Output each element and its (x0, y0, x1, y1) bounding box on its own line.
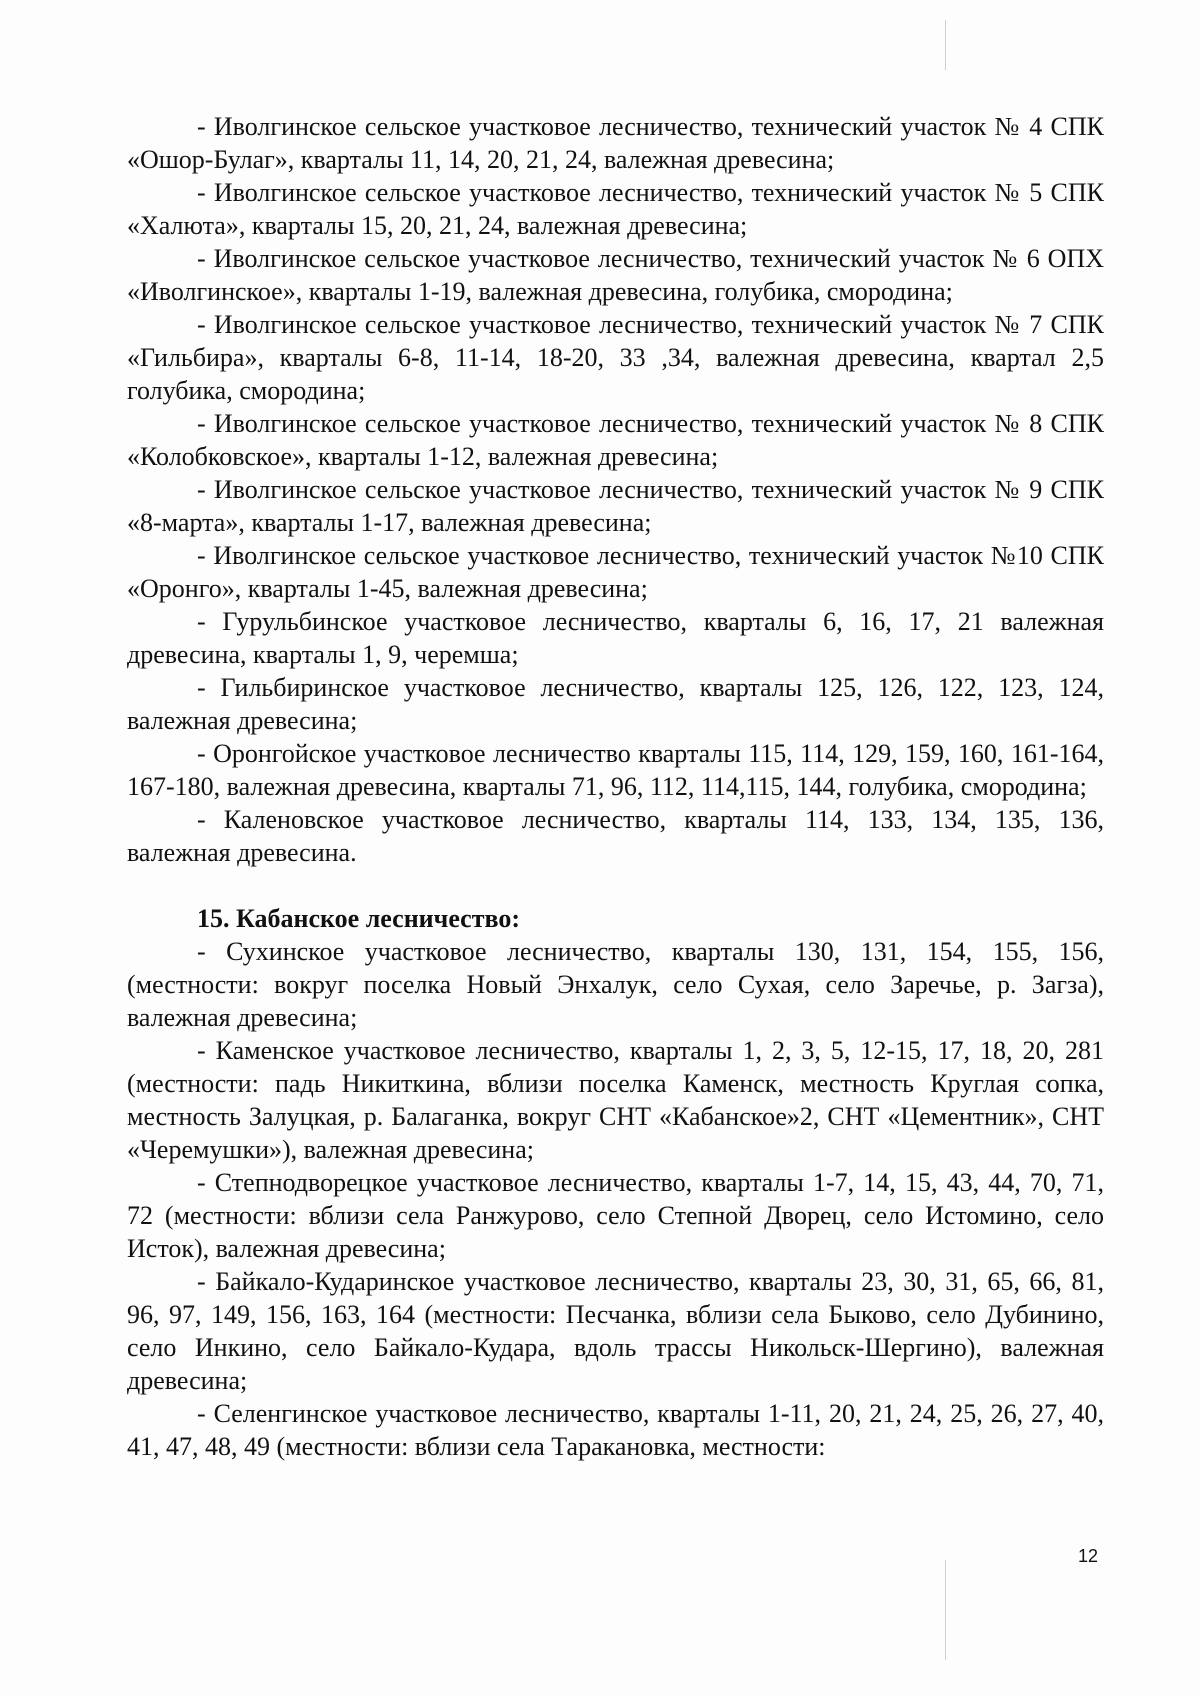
paragraph: - Иволгинское сельское участковое лесничество, технический участок № 5 СПК «Халюта», кварталы 15, 20, 21, 24, валежная древесина; (127, 178, 1104, 240)
document-body (127, 110, 1104, 1463)
paragraph: - Байкало-Кударинское участковое лесничество, кварталы 23, 30, 31, 65, 66, 81, 96, 97, 149, 156, 163, 164 (местности: Песчанка, вблизи села Быково, село Дубинино, село Инкино, село Байкало-Кудара, вдоль трассы Никольск-Шергино), валежная древесина; (127, 1267, 1104, 1395)
paragraph: - Иволгинское сельское участковое лесничество, технический участок № 7 СПК «Гильбира», кварталы 6-8, 11-14, 18-20, 33 ,34, валежная древесина, квартал 2,5 голубика, смородина; (127, 310, 1104, 405)
paragraph: - Иволгинское сельское участковое лесничество, технический участок № 4 СПК «Ошор-Булаг», кварталы 11, 14, 20, 21, 24, валежная древесина; (127, 112, 1104, 174)
scan-artifact (945, 1560, 946, 1660)
paragraph: - Сухинское участковое лесничество, кварталы 130, 131, 154, 155, 156, (местности: вокруг поселка Новый Энхалук, село Сухая, село Заречье, р. Загза), валежная древесина; (127, 937, 1104, 1032)
section-heading: 15. Кабанское лесничество: (197, 904, 521, 933)
page-number: 12 (1078, 1546, 1099, 1566)
scan-artifact (945, 20, 946, 70)
paragraph: - Гурульбинское участковое лесничество, кварталы 6, 16, 17, 21 валежная древесина, кварталы 1, 9, черемша; (127, 607, 1104, 669)
paragraph: - Каленовское участковое лесничество, кварталы 114, 133, 134, 135, 136, валежная древесина. (127, 805, 1104, 867)
paragraph: - Иволгинское сельское участковое лесничество, технический участок №10 СПК «Оронго», кварталы 1-45, валежная древесина; (127, 541, 1104, 603)
paragraph: - Селенгинское участковое лесничество, кварталы 1-11, 20, 21, 24, 25, 26, 27, 40, 41, 47, 48, 49 (местности: вблизи села Таракановка, местности: (127, 1399, 1104, 1461)
paragraph: - Каменское участковое лесничество, кварталы 1, 2, 3, 5, 12-15, 17, 18, 20, 281 (местности: падь Никиткина, вблизи поселка Каменск, местность Круглая сопка, местность Залуцкая, р. Балаганка, вокруг СНТ «Кабанское»2, СНТ «Цементник», СНТ «Черемушки»), валежная древесина; (127, 1036, 1104, 1164)
paragraph: - Иволгинское сельское участковое лесничество, технический участок № 6 ОПХ «Иволгинское», кварталы 1-19, валежная древесина, голубика, смородина; (127, 244, 1104, 306)
paragraph: - Иволгинское сельское участковое лесничество, технический участок № 8 СПК «Колобковское», кварталы 1-12, валежная древесина; (127, 409, 1104, 471)
paragraph: - Степнодворецкое участковое лесничество, кварталы 1-7, 14, 15, 43, 44, 70, 71, 72 (местности: вблизи села Ранжурово, село Степной Дворец, село Истомино, село Исток), валежная древесина; (127, 1168, 1104, 1263)
paragraph: - Оронгойское участковое лесничество кварталы 115, 114, 129, 159, 160, 161-164, 167-180, валежная древесина, кварталы 71, 96, 112, 114,115, 144, голубика, смородина; (127, 739, 1104, 801)
paragraph: - Иволгинское сельское участковое лесничество, технический участок № 9 СПК «8-марта», кварталы 1-17, валежная древесина; (127, 475, 1104, 537)
paragraph: - Гильбиринское участковое лесничество, кварталы 125, 126, 122, 123, 124, валежная древесина; (127, 673, 1104, 735)
